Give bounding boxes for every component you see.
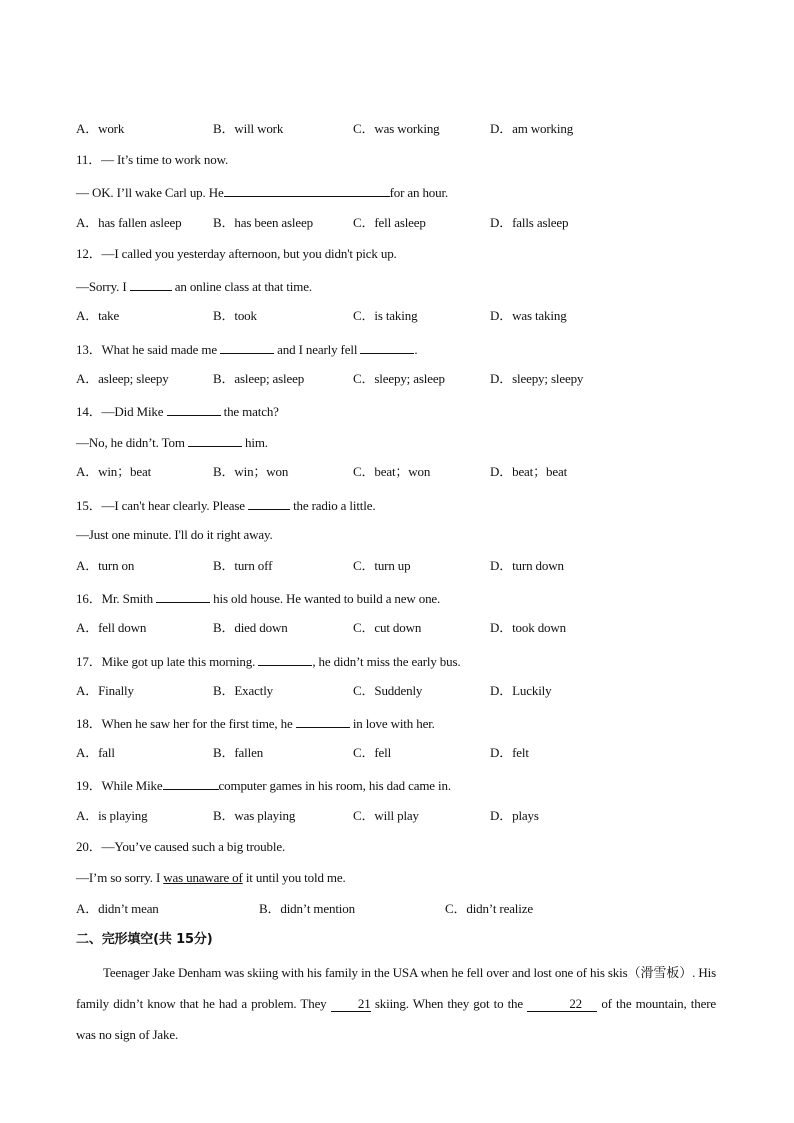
q14-line2-pre: —No, he didn’t. Tom: [76, 435, 185, 450]
q20-line2-post: it until you told me.: [242, 870, 346, 885]
q15-options: [76, 558, 716, 574]
q13-options: [76, 371, 716, 387]
q17-blank[interactable]: [258, 652, 312, 666]
q20-line2-pre: —I’m so sorry. I: [76, 870, 164, 885]
q15-blank[interactable]: [248, 496, 290, 510]
q15-post: the radio a little.: [293, 498, 376, 513]
q19-stem: [76, 776, 451, 794]
q19-option-a[interactable]: A．is playing: [76, 808, 148, 823]
q20-option-c[interactable]: C．didn’t realize: [445, 901, 533, 916]
q20-line2: [76, 870, 346, 886]
q14-option-a[interactable]: A．win；beat: [76, 464, 152, 479]
q19-option-b[interactable]: B．was playing: [213, 808, 296, 823]
q17-post: , he didn’t miss the early bus.: [312, 654, 461, 669]
q14-line2: [76, 433, 268, 451]
q20-underlined-phrase: was unaware of: [163, 870, 243, 885]
q19-blank[interactable]: [163, 776, 219, 790]
q17-pre: 17．Mike got up late this morning.: [76, 654, 256, 669]
q17-option-d[interactable]: D．Luckily: [490, 683, 552, 698]
q15-option-d[interactable]: D．turn down: [490, 558, 564, 573]
q10-option-b[interactable]: B．will work: [213, 121, 284, 136]
q20-option-b[interactable]: B．didn’t mention: [259, 901, 355, 916]
q19-post: computer games in his room, his dad came in.: [218, 778, 451, 793]
q17-stem: [76, 652, 461, 670]
q10-option-c[interactable]: C．was working: [353, 121, 440, 136]
q17-option-b[interactable]: B．Exactly: [213, 683, 274, 698]
q20-stem: 20．—You’ve caused such a big trouble.: [76, 839, 286, 854]
q12-option-b[interactable]: B．took: [213, 308, 257, 323]
q11-option-c[interactable]: C．fell asleep: [353, 215, 426, 230]
q13-option-a[interactable]: A．asleep; sleepy: [76, 371, 169, 386]
q18-stem: [76, 714, 435, 732]
q20-options: [76, 901, 716, 917]
q13-pre: 13．What he said made me: [76, 342, 217, 357]
q18-option-b[interactable]: B．fallen: [213, 745, 264, 760]
q15-option-c[interactable]: C．turn up: [353, 558, 411, 573]
q11-blank[interactable]: [224, 183, 390, 197]
q13-post: .: [414, 342, 418, 357]
q18-options: [76, 745, 716, 761]
q10-option-d[interactable]: D．am working: [490, 121, 574, 136]
q11-line2-post: for an hour.: [389, 185, 449, 200]
cloze-text-2: skiing. When they got to the: [370, 996, 528, 1011]
q18-pre: 18．When he saw her for the first time, he: [76, 716, 293, 731]
q12-line2: [76, 277, 312, 295]
q16-option-b[interactable]: B．died down: [213, 620, 288, 635]
q15-option-b[interactable]: B．turn off: [213, 558, 273, 573]
q16-options: [76, 620, 716, 636]
q13-option-c[interactable]: C．sleepy; asleep: [353, 371, 445, 386]
q18-blank[interactable]: [296, 714, 350, 728]
q11-stem: 11．— It’s time to work now.: [76, 152, 229, 167]
q18-post: in love with her.: [352, 716, 435, 731]
q13-blank-2[interactable]: [360, 340, 414, 354]
cloze-passage: [76, 957, 716, 1050]
cloze-text-1: Teenager Jake Denham was skiing with his family in the USA when he fell over and lost one of his skis（滑雪板）. His family didn’t know that he had a problem. They: [76, 965, 716, 1011]
q19-options: [76, 808, 716, 824]
q12-line2-post: an online class at that time.: [174, 279, 312, 294]
q14-blank-1[interactable]: [167, 402, 221, 416]
q17-option-c[interactable]: C．Suddenly: [353, 683, 423, 698]
q16-pre: 16．Mr. Smith: [76, 591, 153, 606]
q12-option-a[interactable]: A．take: [76, 308, 120, 323]
cloze-text-3: of the mountain, there was no sign of Jake.: [76, 996, 716, 1042]
q12-option-c[interactable]: C．is taking: [353, 308, 418, 323]
q19-option-d[interactable]: D．plays: [490, 808, 539, 823]
cloze-blank-22[interactable]: 22: [527, 997, 597, 1012]
q18-option-c[interactable]: C．fell: [353, 745, 392, 760]
q18-option-a[interactable]: A．fall: [76, 745, 115, 760]
q13-mid: and I nearly fell: [277, 342, 358, 357]
q12-options: [76, 308, 716, 324]
q10-options: [76, 121, 716, 137]
q15-pre: 15．—I can't hear clearly. Please: [76, 498, 245, 513]
q13-option-b[interactable]: B．asleep; asleep: [213, 371, 305, 386]
q14-post: the match?: [223, 404, 279, 419]
q16-stem: [76, 589, 440, 607]
q11-option-b[interactable]: B．has been asleep: [213, 215, 313, 230]
q14-option-d[interactable]: D．beat；beat: [490, 464, 568, 479]
q14-options: [76, 464, 716, 480]
q11-line2-pre: — OK. I’ll wake Carl up. He: [76, 185, 224, 200]
q14-pre: 14．—Did Mike: [76, 404, 164, 419]
q14-blank-2[interactable]: [188, 433, 242, 447]
q20-option-a[interactable]: A．didn’t mean: [76, 901, 159, 916]
q16-post: his old house. He wanted to build a new one.: [213, 591, 441, 606]
q19-pre: 19．While Mike: [76, 778, 163, 793]
q12-blank[interactable]: [130, 277, 172, 291]
q12-line2-pre: —Sorry. I: [76, 279, 127, 294]
q14-stem: [76, 402, 279, 420]
q10-option-a[interactable]: A．work: [76, 121, 125, 136]
q14-line2-post: him.: [245, 435, 268, 450]
q19-option-c[interactable]: C．will play: [353, 808, 419, 823]
q18-option-d[interactable]: D．felt: [490, 745, 529, 760]
q11-line2: [76, 183, 448, 201]
q16-option-a[interactable]: A．fell down: [76, 620, 147, 635]
q14-option-b[interactable]: B．win；won: [213, 464, 289, 479]
section-2-title: 二、完形填空(共 15分): [76, 932, 213, 947]
q13-stem: [76, 340, 418, 358]
q12-option-d[interactable]: D．was taking: [490, 308, 567, 323]
q17-option-a[interactable]: A．Finally: [76, 683, 134, 698]
q12-stem: 12．—I called you yesterday afternoon, but you didn't pick up.: [76, 246, 397, 261]
q13-blank-1[interactable]: [220, 340, 274, 354]
q14-option-c[interactable]: C．beat；won: [353, 464, 431, 479]
q15-stem: [76, 496, 375, 514]
cloze-blank-21[interactable]: 21: [331, 997, 371, 1012]
q16-option-c[interactable]: C．cut down: [353, 620, 422, 635]
q11-option-d[interactable]: D．falls asleep: [490, 215, 569, 230]
q15-line2: —Just one minute. I'll do it right away.: [76, 527, 273, 542]
q13-option-d[interactable]: D．sleepy; sleepy: [490, 371, 584, 386]
q16-option-d[interactable]: D．took down: [490, 620, 566, 635]
q11-options: [76, 215, 716, 231]
q16-blank[interactable]: [156, 589, 210, 603]
q11-option-a[interactable]: A．has fallen asleep: [76, 215, 182, 230]
q15-option-a[interactable]: A．turn on: [76, 558, 135, 573]
q17-options: [76, 683, 716, 699]
